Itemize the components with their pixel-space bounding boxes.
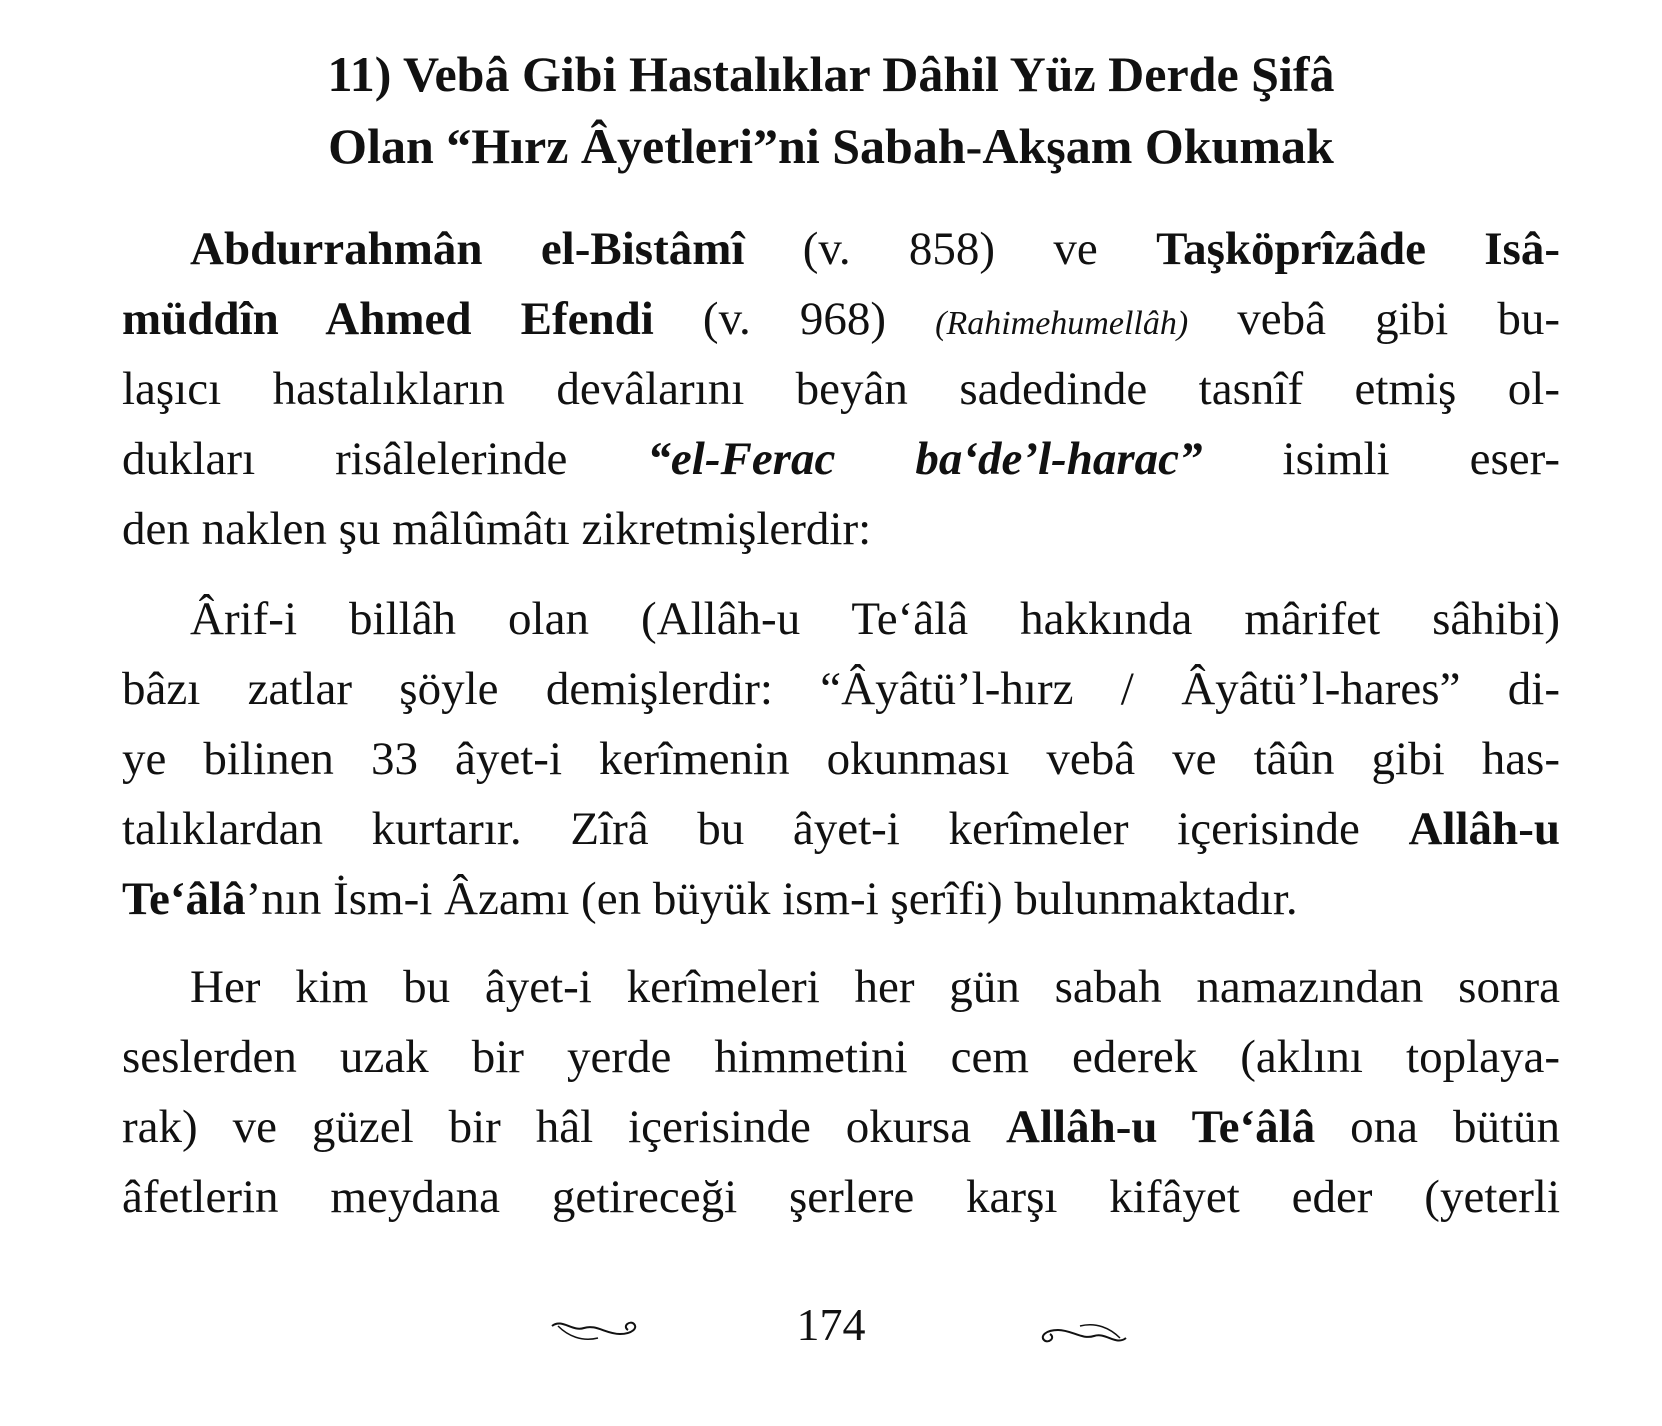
- paragraph-line: den naklen şu mâlûmâtı zikretmişlerdir:: [122, 503, 872, 555]
- paragraph-line: âfetlerin meydana getireceği şerlere karşı kifâyet eder (yeterli: [122, 1171, 1560, 1223]
- paragraph-line: laşıcı hastalıkların devâlarını beyân sadedinde tasnîf etmiş ol-: [122, 363, 1560, 415]
- paragraph-line: [122, 1092, 1560, 1162]
- paragraph-3: [122, 952, 1560, 1232]
- paragraph-line: [122, 214, 1560, 284]
- text-run: isimli eser-: [1202, 433, 1560, 485]
- section-heading: [150, 38, 1512, 182]
- paragraph-line: Her kim bu âyet-i kerîmeleri her gün sabah namazından sonra: [190, 961, 1560, 1013]
- text-run: vebâ gibi bu-: [1188, 293, 1560, 345]
- book-title: “el-Ferac ba‘de’l-harac”: [647, 433, 1203, 485]
- paragraph-line: [122, 284, 1560, 354]
- text-run: dukları risâlelerinde: [122, 433, 648, 485]
- text-run: ’nın İsm-i Âzamı (en büyük ism-i şerîfi) bulunmaktadır.: [245, 873, 1298, 925]
- page-number: 174: [796, 1299, 866, 1350]
- text-run: (v. 858) ve: [744, 223, 1157, 275]
- author-name-bistami: Abdurrahmân el-Bistâmî: [190, 223, 745, 275]
- paragraph-line: bâzı zatlar şöyle demişlerdir: “Âyâtü’l-hırz / Âyâtü’l-hares” di-: [122, 663, 1560, 715]
- divine-name: Allâh-u Te‘âlâ: [1006, 1101, 1316, 1153]
- author-name-continued: müddîn Ahmed Efendi: [122, 293, 654, 345]
- paragraph-line: [122, 794, 1560, 864]
- paragraph-line: ye bilinen 33 âyet-i kerîmenin okunması vebâ ve tâûn gibi has-: [122, 733, 1560, 785]
- heading-line-1: 11) Vebâ Gibi Hastalıklar Dâhil Yüz Derde Şifâ: [327, 46, 1335, 102]
- heading-line-2: Olan “Hırz Âyetleri”ni Sabah-Akşam Okumak: [328, 118, 1334, 174]
- paragraph-2: [122, 584, 1560, 934]
- text-run: (v. 968): [653, 293, 936, 345]
- paragraph-1: [122, 214, 1560, 564]
- paragraph-line: Ârif-i billâh olan (Allâh-u Te‘âlâ hakkında mârifet sâhibi): [190, 593, 1560, 645]
- author-name-taskoprizade: Taşköprîzâde Isâ-: [1156, 223, 1560, 275]
- paragraph-line: [122, 424, 1560, 494]
- honorific-italic: (Rahimehumellâh): [935, 305, 1189, 342]
- text-run: ona bütün: [1315, 1101, 1561, 1153]
- page-footer: [0, 1290, 1662, 1370]
- paragraph-line: [122, 864, 1560, 934]
- divine-name: Te‘âlâ: [122, 873, 246, 925]
- flourish-ornament-right-icon: [1030, 1312, 1130, 1352]
- paragraph-line: seslerden uzak bir yerde himmetini cem ederek (aklını toplaya-: [122, 1031, 1560, 1083]
- text-run: talıklardan kurtarır. Zîrâ bu âyet-i kerîmeler içerisinde: [122, 803, 1409, 855]
- text-run: rak) ve güzel bir hâl içerisinde okursa: [122, 1101, 1007, 1153]
- divine-name: Allâh-u: [1408, 803, 1560, 855]
